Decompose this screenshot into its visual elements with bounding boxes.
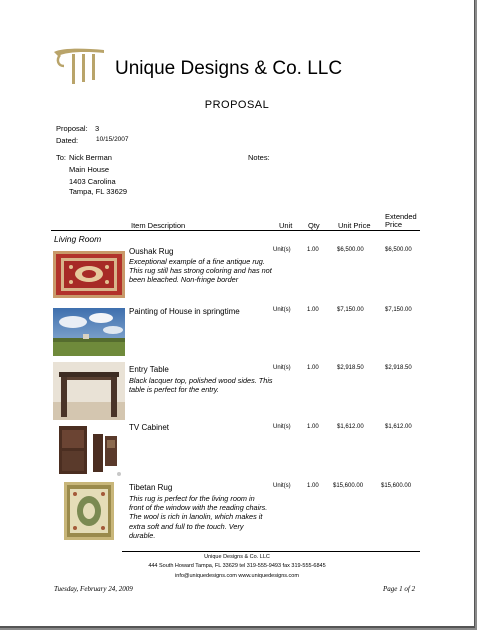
col-unit-price: Unit Price	[338, 221, 371, 230]
item-qty: 1.00	[307, 424, 319, 430]
item-extended-price: $15,600.00	[381, 483, 412, 489]
header-rule	[51, 230, 420, 231]
item-unit: Unit(s)	[273, 424, 291, 430]
item-description: This rug is perfect for the living room in front of the window with the reading chairs. The wool is rich in lanolin, which makes it extra soft and full to the touch. Very durable.	[129, 494, 268, 540]
item-qty: 1.00	[307, 307, 319, 313]
col-extended-line2: Price	[385, 220, 403, 229]
document-title: PROPOSAL	[204, 99, 270, 111]
address-line-2: 1403 Carolina	[69, 177, 116, 186]
footer-address: 444 South Howard Tampa, FL 33629 tel 319-555-9493 fax 319-555-6845	[148, 563, 326, 569]
item-extended-price: $7,150.00	[385, 307, 412, 313]
item-extended-price: $2,918.50	[385, 365, 412, 371]
company-logo	[52, 46, 106, 86]
item-name: Tibetan Rug	[129, 483, 173, 492]
item-qty: 1.00	[307, 365, 319, 371]
item-unit: Unit(s)	[273, 247, 291, 253]
footer-page: Page 1 of 2	[383, 585, 416, 593]
item-unit: Unit(s)	[273, 365, 291, 371]
col-extended-line1: Extended	[385, 212, 417, 221]
address-line-3: Tampa, FL 33629	[69, 187, 128, 196]
entry-table-image	[53, 362, 125, 420]
item-unit-price: $1,612.00	[337, 424, 364, 430]
item-name: Entry Table	[129, 365, 169, 374]
item-unit-price: $2,918.50	[337, 365, 364, 371]
item-unit-price: $15,600.00	[333, 483, 364, 489]
footer-date: Tuesday, February 24, 2009	[54, 585, 133, 593]
address-line-1: Main House	[69, 165, 110, 174]
footer-company: Unique Designs & Co. LLC	[204, 554, 270, 560]
col-extended-price	[385, 213, 417, 229]
item-unit-price: $7,150.00	[337, 307, 364, 313]
item-description: Black lacquer top, polished wood sides. This table is perfect for the entry.	[129, 376, 273, 395]
tv-cabinet-image	[53, 422, 125, 478]
to-label: To:	[56, 153, 67, 162]
tibetan-rug-image	[53, 481, 125, 541]
col-qty: Qty	[308, 221, 320, 230]
item-description: Exceptional example of a fine antique rug. This rug still has strong coloring and has not been bleached. Non-fringe border	[129, 257, 272, 285]
company-name: Unique Designs & Co. LLC	[115, 58, 343, 79]
painting-image	[53, 308, 125, 356]
item-name: Oushak Rug	[129, 247, 174, 256]
item-unit-price: $6,500.00	[337, 247, 364, 253]
item-name: Painting of House in springtime	[129, 307, 240, 316]
dated-label: Dated:	[56, 136, 79, 145]
col-item-description: Item Description	[131, 221, 186, 230]
section-heading: Living Room	[54, 234, 102, 244]
proposal-number: 3	[95, 124, 100, 133]
item-name: TV Cabinet	[129, 423, 170, 432]
proposal-label: Proposal:	[56, 124, 88, 133]
item-qty: 1.00	[307, 483, 319, 489]
oushak-rug-image	[53, 246, 125, 301]
notes-label: Notes:	[248, 153, 270, 162]
col-unit: Unit	[279, 221, 293, 230]
item-qty: 1.00	[307, 247, 319, 253]
item-extended-price: $1,612.00	[385, 424, 412, 430]
item-unit: Unit(s)	[273, 483, 291, 489]
footer-rule	[122, 551, 420, 552]
client-name: Nick Berman	[69, 153, 112, 162]
footer-contact: info@uniquedesigns.com www.uniquedesigns.com	[175, 573, 299, 579]
dated-value: 10/15/2007	[96, 136, 129, 143]
item-extended-price: $6,500.00	[385, 247, 412, 253]
item-unit: Unit(s)	[273, 307, 291, 313]
